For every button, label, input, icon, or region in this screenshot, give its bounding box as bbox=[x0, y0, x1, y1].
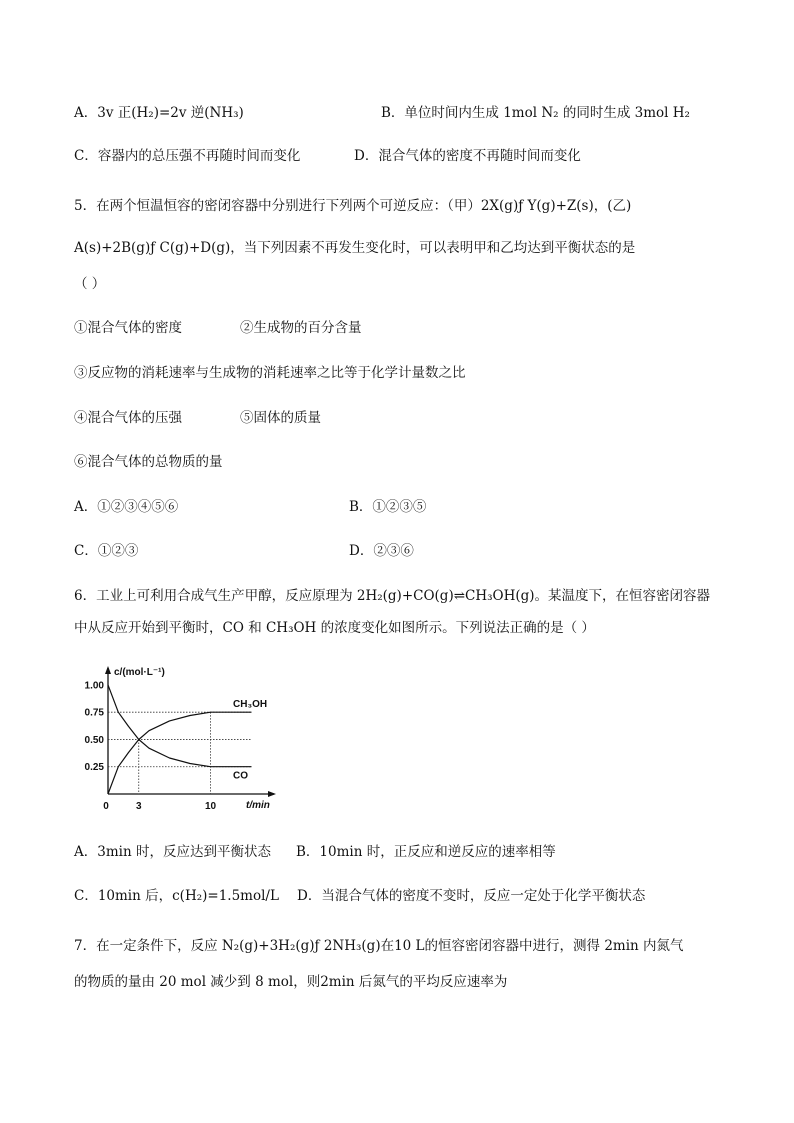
q7-stem-line2: 的物质的量由 20 mol 减少到 8 mol，则2min 后氮气的平均反应速率为 bbox=[74, 974, 508, 990]
q5-option-d: D．②③⑥ bbox=[349, 543, 414, 559]
y-axis-arrow bbox=[105, 666, 111, 674]
x-tick-label: 10 bbox=[204, 801, 217, 812]
q4-option-b: B．单位时间内生成 1mol N₂ 的同时生成 3mol H₂ bbox=[381, 105, 690, 121]
q5-item-1: ①混合气体的密度 bbox=[74, 320, 182, 336]
q5-stem-line1: 5．在两个恒温恒容的密闭容器中分别进行下列两个可逆反应：（甲）2X(g)ƒ Y(g)+Z(s)，(乙) bbox=[74, 198, 632, 214]
q5-item-6: ⑥混合气体的总物质的量 bbox=[74, 454, 223, 470]
x-axis-arrow bbox=[268, 791, 276, 797]
concentration-time-chart bbox=[74, 660, 284, 820]
y-axis-label: c/(mol·L⁻¹) bbox=[114, 667, 165, 678]
q5-item-5: ⑤固体的质量 bbox=[240, 410, 321, 426]
series-label: CO bbox=[233, 770, 249, 782]
q4-option-d: D．混合气体的密度不再随时间而变化 bbox=[354, 148, 581, 164]
series-label: CH₃OH bbox=[233, 699, 268, 711]
y-tick-label: 0.75 bbox=[84, 707, 104, 719]
y-tick-label: 1.00 bbox=[84, 680, 104, 692]
y-tick-label: 0.25 bbox=[84, 762, 104, 774]
q6-option-d: D．当混合气体的密度不变时，反应一定处于化学平衡状态 bbox=[297, 888, 646, 904]
q5-option-c: C．①②③ bbox=[74, 543, 139, 559]
q6-stem-line2: 中从反应开始到平衡时，CO 和 CH₃OH 的浓度变化如图所示。下列说法正确的是（ ） bbox=[74, 620, 595, 636]
x-tick-label: 3 bbox=[135, 801, 142, 812]
q5-stem-line2: A(s)+2B(g)ƒ C(g)+D(g)，当下列因素不再发生变化时，可以表明甲和乙均达到平衡状态的是 bbox=[74, 240, 636, 256]
series-line bbox=[108, 685, 252, 767]
x-axis-label: t/min bbox=[246, 800, 270, 811]
q6-option-a: A．3min 时，反应达到平衡状态 bbox=[74, 844, 271, 860]
q5-item-2: ②生成物的百分含量 bbox=[240, 320, 362, 336]
x-tick-label: 0 bbox=[103, 801, 109, 812]
q7-stem-line1: 7．在一定条件下，反应 N₂(g)+3H₂(g)ƒ 2NH₃(g)在10 L的恒容密闭容器中进行，测得 2min 内氮气 bbox=[74, 938, 684, 954]
q5-option-a: A．①②③④⑤⑥ bbox=[74, 499, 179, 515]
q6-option-b: B．10min 时，正反应和逆反应的速率相等 bbox=[296, 844, 556, 860]
q5-option-b: B．①②③⑤ bbox=[349, 499, 427, 515]
q4-option-a: A．3v 正(H₂)=2v 逆(NH₃) bbox=[74, 105, 244, 121]
series-line bbox=[108, 712, 252, 794]
q5-item-3: ③反应物的消耗速率与生成物的消耗速率之比等于化学计量数之比 bbox=[74, 365, 466, 381]
q5-item-4: ④混合气体的压强 bbox=[74, 410, 182, 426]
q5-answer-bracket: （ ） bbox=[74, 276, 106, 292]
y-tick-label: 0.50 bbox=[84, 734, 104, 746]
q6-option-c: C．10min 后，c(H₂)=1.5mol/L bbox=[74, 888, 279, 904]
q4-option-c: C．容器内的总压强不再随时间而变化 bbox=[74, 148, 301, 164]
q6-stem-line1: 6．工业上可利用合成气生产甲醇，反应原理为 2H₂(g)+CO(g)⇌CH₃OH(g)。某温度下，在恒容密闭容器 bbox=[74, 588, 711, 604]
